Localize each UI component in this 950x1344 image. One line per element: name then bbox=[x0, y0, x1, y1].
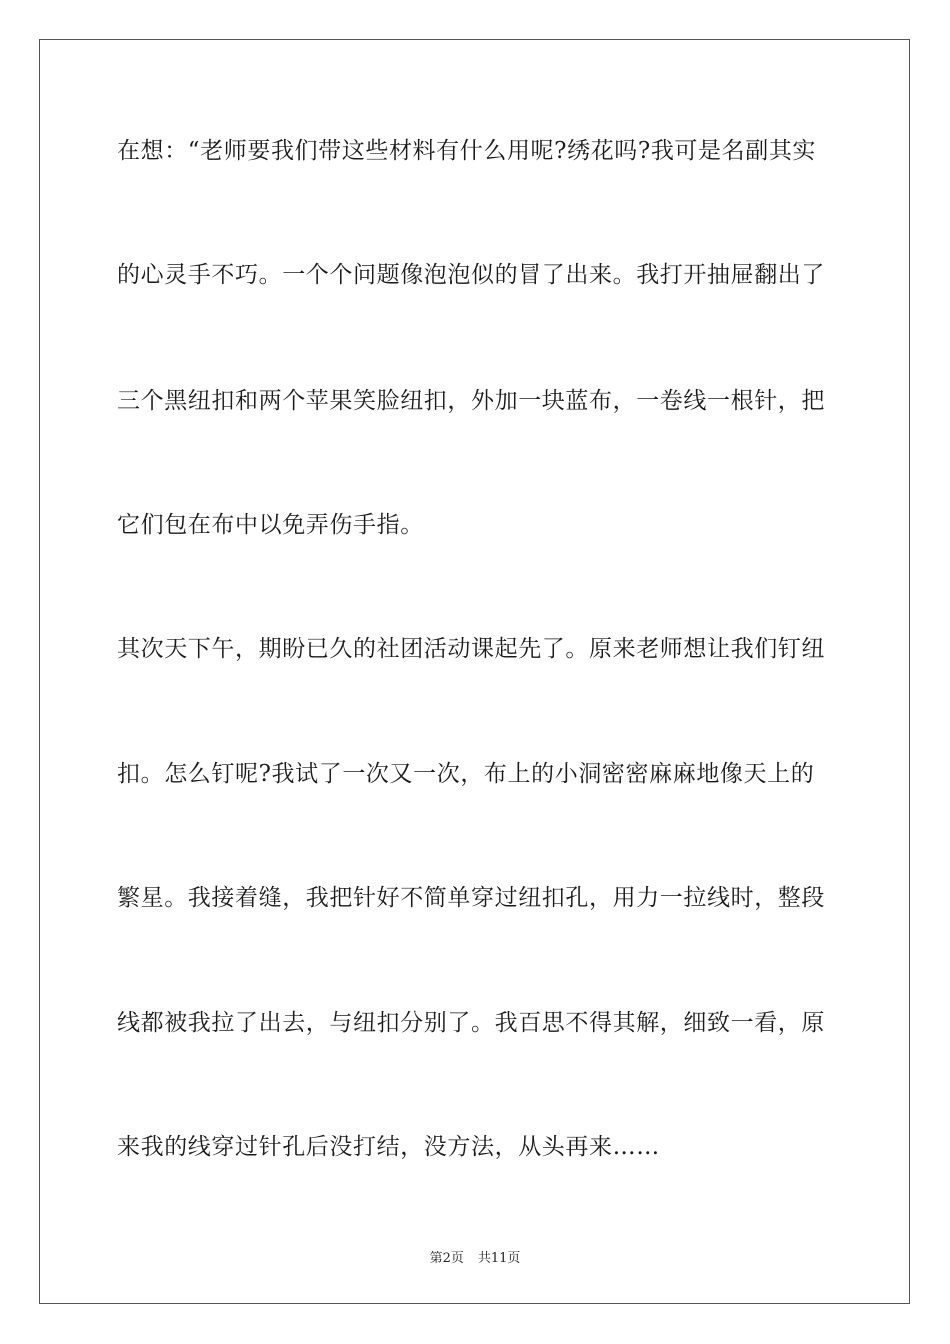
body-line-6: 扣。怎么钉呢?我试了一次又一次，布上的小洞密密麻麻地像天上的 bbox=[117, 761, 815, 787]
body-line-4: 它们包在布中以免弄伤手指。 bbox=[117, 512, 424, 538]
page-number: 第2页 bbox=[429, 1251, 464, 1266]
page-footer bbox=[0, 1247, 950, 1266]
page-total: 共11页 bbox=[477, 1251, 521, 1266]
body-line-2: 的心灵手不巧。一个个问题像泡泡似的冒了出来。我打开抽屉翻出了 bbox=[117, 262, 825, 288]
page-frame bbox=[39, 39, 910, 1304]
body-line-9: 来我的线穿过针孔后没打结，没方法，从头再来…… bbox=[117, 1134, 660, 1160]
body-line-3: 三个黑纽扣和两个苹果笑脸纽扣，外加一块蓝布，一卷线一根针，把 bbox=[117, 388, 825, 414]
body-line-1: 在想：“老师要我们带这些材料有什么用呢?绣花吗?我可是名副其实 bbox=[117, 138, 817, 164]
body-line-7: 繁星。我接着缝，我把针好不简单穿过纽扣孔，用力一拉线时，整段 bbox=[117, 885, 825, 911]
body-line-5: 其次天下午，期盼已久的社团活动课起先了。原来老师想让我们钉纽 bbox=[117, 636, 825, 662]
body-line-8: 线都被我拉了出去，与纽扣分别了。我百思不得其解，细致一看，原 bbox=[117, 1010, 825, 1036]
